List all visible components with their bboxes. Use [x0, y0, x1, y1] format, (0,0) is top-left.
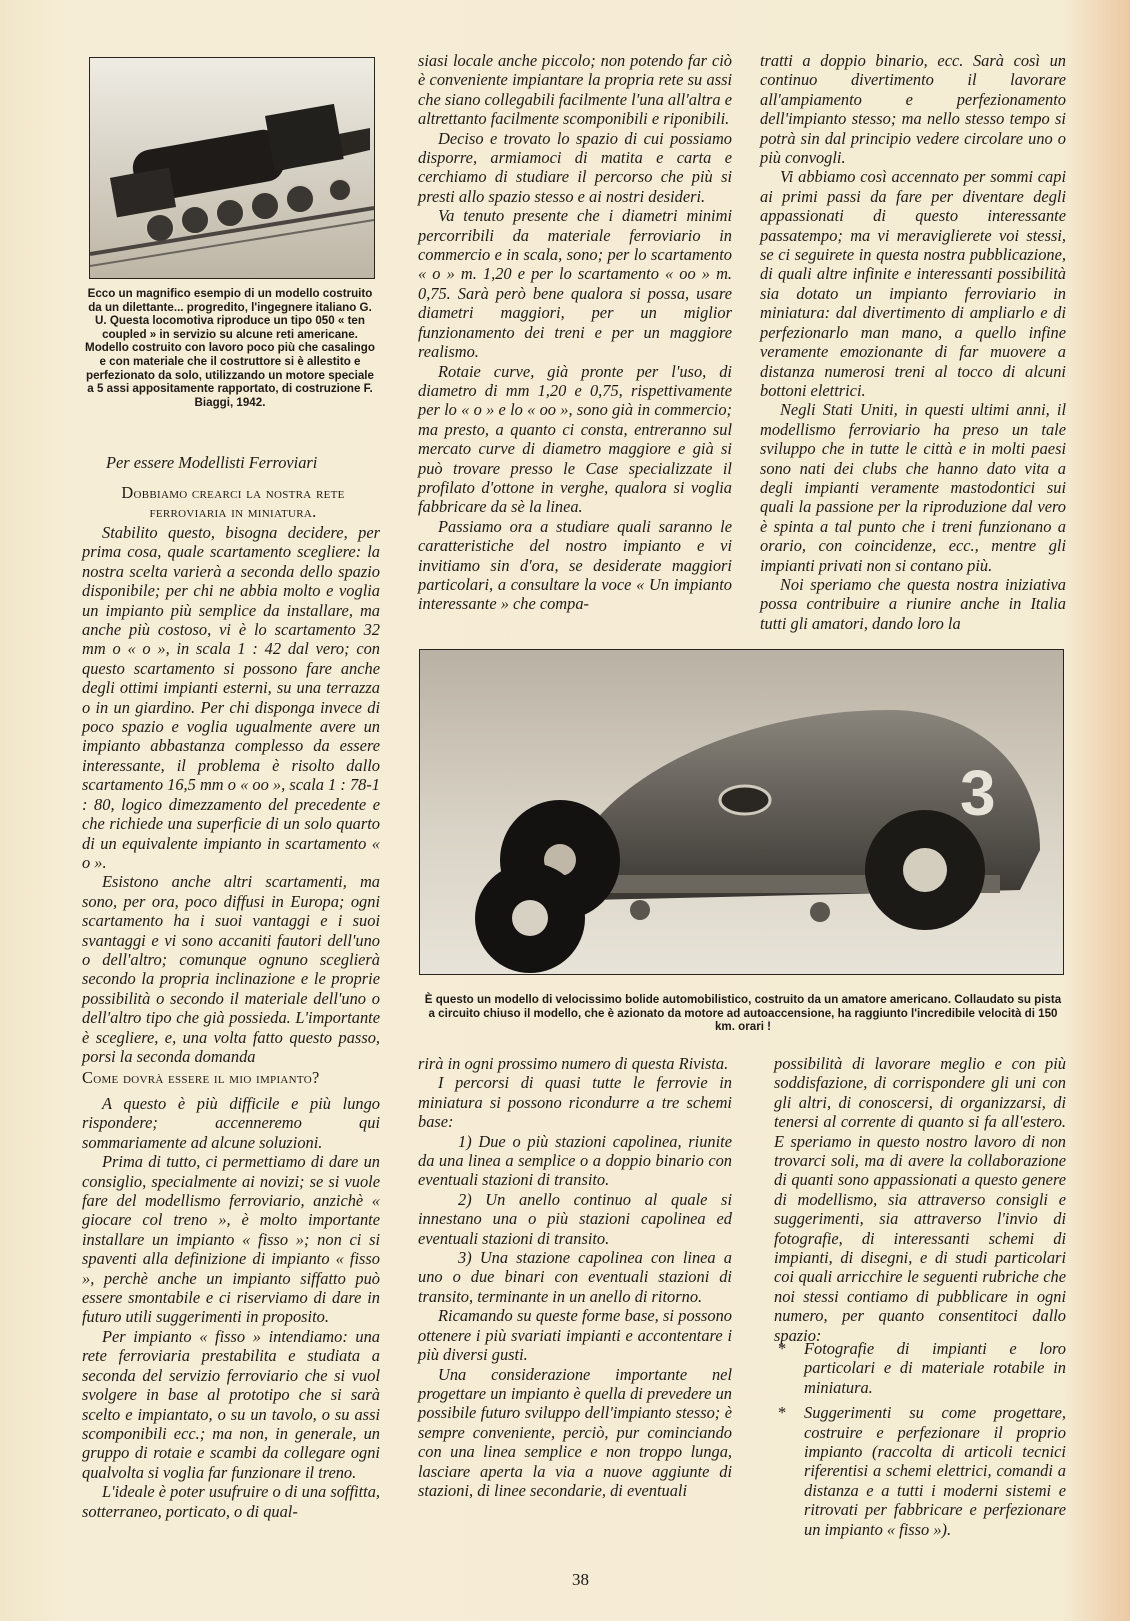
locomotive-caption: Ecco un magnifico esempio di un modello costruito da un dilettante... progredito, l'ingegnere italiano G. U. Questa locomotiva riproduce un tipo 050 « ten coupled » in servizio su alcune reti americane. Modello costruito con lavoro poco più che casalingo e con materiale che il costruttore si è allestito e perfezionato da solo, utilizzando un motore speciale a 5 assi appositamente rapportato, di costruzione F. Biaggi, 1942.	[85, 287, 375, 409]
paragraph: 1) Due o più stazioni capolinea, riunite da una linea a semplice o a doppio binario con eventuali stazioni di transito.	[418, 1131, 732, 1190]
paragraph: Una considerazione importante nel progettare un impianto è quella di prevedere un possibile futuro sviluppo dell'impianto stesso; è sempre conveniente, perciò, pur cominciando con una linea semplice e non troppo lunga, lasciare aperta la via a nuove aggiunte di stazioni, di linee secondarie, di eventuali	[418, 1364, 732, 1500]
paragraph: Passiamo ora a studiare quali saranno le caratteristiche del nostro impianto e vi invitiamo sin d'ora, se desiderate maggiori particolari, a consultare la voce « Un impianto interessante » che compa-	[418, 516, 732, 614]
column-2-bottom	[418, 1054, 732, 1500]
paragraph: Deciso e trovato lo spazio di cui possiamo disporre, armiamoci di matita e carta e cerchiamo di studiare il percorso che più si presti allo spazio stesso e ai nostri desideri.	[418, 128, 732, 206]
race-car-photo	[419, 649, 1064, 975]
column-3-top	[760, 51, 1066, 633]
column-2-top	[418, 51, 732, 614]
paragraph: Vi abbiamo così accennato per sommi capi ai primi passi da fare per diventare degli appassionati di questo interessante passatempo; ma vi meraviglierete voi stessi, se ci seguirete in questa nostra pubblicazione, di quali altre infinite e interessanti possibilità sia dotato un impianto ferroviario in miniatura: dal divertimento di ampliarlo e di perfezionarlo man mano, a quello infine veramente emozionante di far muovere a distanza numerosi treni al tocco di alcuni bottoni elettrici.	[760, 167, 1066, 400]
race-car-caption: È questo un modello di velocissimo bolide automobilistico, costruito da un amatore americano. Collaudato su pista a circuito chiuso il modello, che è azionato da motore ad autoaccensione, ha raggiunto l'incredibile velocità di 150 km. orari !	[424, 993, 1062, 1034]
paragraph: Negli Stati Uniti, in questi ultimi anni, il modellismo ferroviario ha preso un tale sviluppo che in tutte le città e in molti paesi sono nati dei clubs che hanno dato vita a degli impianti veramente mastodontici sui quali la passione per la riproduzione dal vero è spinta a tal punto che i treni funzionano a orario, con coincidenze, ecc., mentre gli impianti privati non si contano più.	[760, 400, 1066, 575]
paragraph: 3) Una stazione capolinea con linea a uno o due binari con eventuali stazioni di transito, terminante in un anello di ritorno.	[418, 1248, 732, 1306]
article-heading: Dobbiamo crearci la nostra rete ferroviaria in miniatura.	[121, 483, 345, 521]
article-kicker: Per essere Modellisti Ferroviari	[106, 453, 318, 472]
race-car-illustration	[420, 650, 1063, 974]
bullet-star-icon: *	[778, 1339, 787, 1358]
paragraph: possibilità di lavorare meglio e con più soddisfazione, di corrispondere gli uni con gli altri, di conoscersi, di organizzarsi, di tenersi al corrente di quanto si fa all'estero. E speriamo in questo nostro lavoro di non trovarci soli, ma di avere la collaborazione di quanti sono appassionati a questo genere di modellismo, sia attraverso consigli e suggerimenti, sia attraverso l'invio di fotografie, di interessanti schemi di impianti, di disegni, e di studi particolari coi quali arricchire le seguenti rubriche che noi stessi contiamo di pubblicare in ogni numero, per quanto consentitoci dallo spazio:	[774, 1054, 1066, 1345]
paragraph: Per impianto « fisso » intendiamo: una rete ferroviaria prestabilita e studiata a seconda del servizio ferroviario che si vuol svolgere in base al prototipo che si sarà scelto e impiantato, o su un tavolo, o su assi scomponibili ecc.; ma non, in generale, un gruppo di rotaie e scambi da collegare ogni qualvolta si voglia far funzionare il treno.	[82, 1326, 380, 1482]
list-item: * Fotografie di impianti e loro particolari e di materiale rotabile in miniatura.	[778, 1339, 1066, 1397]
paragraph: 2) Un anello continuo al quale si innestano una o più stazioni capolinea ed eventuali stazioni di transito.	[418, 1189, 732, 1248]
page-number: 38	[572, 1570, 589, 1589]
paragraph: Stabilito questo, bisogna decidere, per prima cosa, quale scartamento scegliere: la nostra scelta varierà a seconda dello spazio disponibile; per chi ne abbia molto e voglia un impianto più semplice da installare, ma anche più costoso, vi è lo scartamento 32 mm o « o », in scala 1 : 42 dal vero; con questo scartamento si possono fare anche degli ottimi impianti esterni, su una terrazza o in un giardino. Per chi disponga invece di poco spazio e voglia ugualmente avere un impianto abbastanza complesso da essere interessante, il problema è risolto dallo scartamento 16,5 mm o « oo », scala 1 : 78-1 : 80, logico dimezzamento del precedente e che richiede una superficie di un solo quarto di un equivalente impianto in scartamento « o ».	[82, 523, 380, 872]
section-heading: Come dovrà essere il mio impianto?	[82, 1068, 320, 1087]
paragraph: Esistono anche altri scartamenti, ma sono, per ora, poco diffusi in Europa; ogni scartamento ha i suoi vantaggi e i suoi svantaggi e vi sono accaniti fautori dell'uno o dell'altro; comunque ognuno sceglierà secondo la propria inclinazione e le proprie possibilità o secondo il materiale dell'uno o dell'altro tipo che già possieda. L'importante è scegliere, e, una volta fatto questo passo, porsi la seconda domanda	[82, 872, 380, 1066]
paragraph: Va tenuto presente che i diametri minimi percorribili da materiale ferroviario in commercio e in scala, sono; per lo scartamento « o » m. 1,20 e per lo scartamento « oo » m. 0,75. Sarà però bene qualora si possa, usare diametri maggiori, per un miglior funzionamento dei treni e per un maggiore realismo.	[418, 206, 732, 362]
paragraph: A questo è più difficile e più lungo rispondere; accenneremo qui sommariamente ad alcune soluzioni.	[82, 1094, 380, 1152]
paragraph: I percorsi di quasi tutte le ferrovie in miniatura si possono ricondurre a tre schemi base:	[418, 1073, 732, 1132]
paragraph: Noi speriamo che questa nostra iniziativa possa contribuire a riunire anche in Italia tutti gli amatori, dando loro la	[760, 574, 1066, 633]
rubric-list	[774, 1339, 1066, 1539]
paragraph: Ricamando su queste forme base, si possono ottenere i più svariati impianti e accontentare i più diversi gusti.	[418, 1306, 732, 1365]
column-1-bottom	[82, 1094, 380, 1521]
paragraph: tratti a doppio binario, ecc. Sarà così un continuo divertimento il lavorare all'ampiamento e perfezionamento dell'impianto stesso; ma nello stesso tempo si potrà sin dal principio vedere circolare uno o più convogli.	[760, 51, 1066, 168]
paragraph: rirà in ogni prossimo numero di questa Rivista.	[418, 1054, 729, 1073]
paragraph: siasi locale anche piccolo; non potendo far ciò è conveniente impiantare la propria rete su assi che siano collegabili facilmente l'una all'altra e altrettanto facilmente scomponibili e riponibili.	[418, 51, 732, 129]
locomotive-illustration	[90, 58, 374, 278]
paragraph: Prima di tutto, ci permettiamo di dare un consiglio, specialmente ai novizi; se si vuole fare del modellismo ferroviario, anzichè « giocare col treno », è molto importante installare un impianto « fisso »; non ci si spaventi alla definizione di impianto « fisso », perchè anche un impianto siffatto può essere smontabile e ci riserviamo di dare in futuro utili suggerimenti in proposito.	[82, 1152, 380, 1327]
column-3-bottom	[774, 1054, 1066, 1345]
list-item: * Suggerimenti su come progettare, costruire e perfezionare il proprio impianto (raccolta di articoli tecnici riferentisi a schemi elettrici, comandi a distanza e a tutti i moderni sistemi e ritrovati per fabbricare e perfezionare un impianto « fisso »).	[778, 1403, 1066, 1539]
paragraph: L'ideale è poter usufruire o di una soffitta, sotterraneo, porticato, o di qual-	[82, 1482, 380, 1521]
locomotive-photo	[89, 57, 375, 279]
paragraph: Rotaie curve, già pronte per l'uso, di diametro di mm 1,20 e 0,75, rispettivamente per lo « o » e lo « oo », sono già in commercio; ma presto, a quanto ci consta, entreranno sul mercato curve di diametro maggiore e già si può trovare presso le Case specializzate il profilato d'ottone in verghe, qualora si voglia fabbricare da sè la linea.	[418, 361, 732, 517]
car-number: 3	[960, 757, 996, 829]
bullet-star-icon: *	[778, 1403, 787, 1423]
column-1-top	[82, 523, 380, 1066]
